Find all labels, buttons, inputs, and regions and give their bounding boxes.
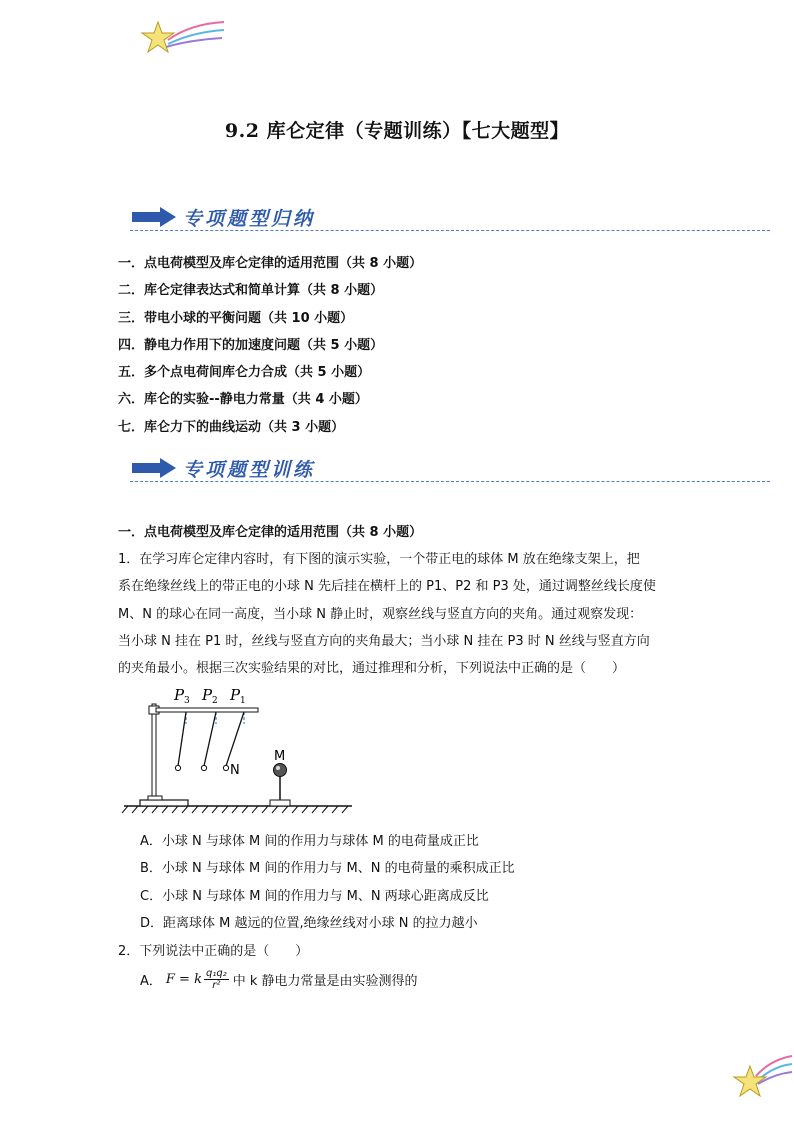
shooting-star-icon <box>138 14 228 62</box>
label-p2-sub: 2 <box>212 696 218 706</box>
formula-fraction <box>204 968 229 991</box>
question-2-stem: 2．下列说法中正确的是（ ） <box>118 944 309 959</box>
option-c[interactable]: C．小球 N 与球体 M 间的作用力与 M、N 两球心距离成反比 <box>140 888 489 904</box>
section-heading: 一．点电荷模型及库仑定律的适用范围（共 8 小题） <box>118 525 423 540</box>
text-line: 的夹角最小。根据三次实验结果的对比，通过推理和分析，下列说法中正确的是（ ） <box>118 661 626 677</box>
topic-item: 五．多个点电荷间库仑力合成（共 5 小题） <box>118 365 371 381</box>
text-line: M、N 的球心在同一高度，当小球 N 静止时，观察丝线与竖直方向的夹角。通过观察发现： <box>118 606 643 622</box>
topic-item: 三．带电小球的平衡问题（共 10 小题） <box>118 310 354 326</box>
arrow-right-icon <box>130 206 178 228</box>
label-p3-sub: 3 <box>184 696 190 706</box>
formula-denominator: r² <box>212 980 221 991</box>
option-d[interactable]: D．距离球体 M 越远的位置,绝缘丝线对小球 N 的拉力越小 <box>140 916 478 932</box>
divider <box>130 481 770 482</box>
label-p1-sub: 1 <box>240 696 246 706</box>
label-p2: P <box>202 686 213 704</box>
formula-left: F = k <box>165 972 202 987</box>
label-n: N <box>230 763 240 778</box>
question-2-option-a[interactable] <box>140 968 417 991</box>
topic-list <box>118 252 718 443</box>
question-1-options <box>140 830 700 940</box>
option-a[interactable]: A．小球 N 与球体 M 间的作用力与球体 M 的电荷量成正比 <box>140 834 479 849</box>
experiment-figure <box>120 682 360 814</box>
label-p1: P <box>230 686 241 704</box>
shooting-star-icon <box>730 1030 794 1100</box>
banner-title: 专项题型训练 <box>183 459 316 481</box>
banner-title: 专项题型归纳 <box>183 208 316 230</box>
divider <box>130 230 770 231</box>
option-b[interactable]: B．小球 N 与球体 M 间的作用力与 M、N 的电荷量的乘积成正比 <box>140 861 515 877</box>
option-text: 中 k 静电力常量是由实验测得的 <box>232 974 418 989</box>
section-banner-training <box>130 453 770 487</box>
section-banner-summary <box>130 202 770 236</box>
text-line: 当小球 N 挂在 P1 时，丝线与竖直方向的夹角最大；当小球 N 挂在 P3 时 N 丝线与竖直方向 <box>118 633 650 649</box>
option-prefix: A． <box>140 974 162 989</box>
topic-item: 二．库仑定律表达式和简单计算（共 8 小题） <box>118 283 384 299</box>
topic-item: 七．库仑力下的曲线运动（共 3 小题） <box>118 419 345 435</box>
topic-item: 四．静电力作用下的加速度问题（共 5 小题） <box>118 337 384 353</box>
label-p3: P <box>174 686 185 704</box>
label-m: M <box>274 749 286 764</box>
text-line: 系在绝缘丝线上的带正电的小球 N 先后挂在横杆上的 P1、P2 和 P3 处，通过调整丝线长度使 <box>118 579 656 595</box>
topic-item: 一．点电荷模型及库仑定律的适用范围（共 8 小题） <box>118 256 423 271</box>
question-1-stem <box>118 546 683 682</box>
arrow-right-icon <box>130 457 178 479</box>
formula-numerator: q₁q₂ <box>205 968 227 979</box>
text-line: 1．在学习库仑定律内容时，有下图的演示实验，一个带正电的球体 M 放在绝缘支架上，把 <box>118 552 640 567</box>
topic-item: 六．库仑的实验--静电力常量（共 4 小题） <box>118 392 368 408</box>
page-title: 9.2 库仑定律（专题训练）【七大题型】 <box>224 120 570 142</box>
